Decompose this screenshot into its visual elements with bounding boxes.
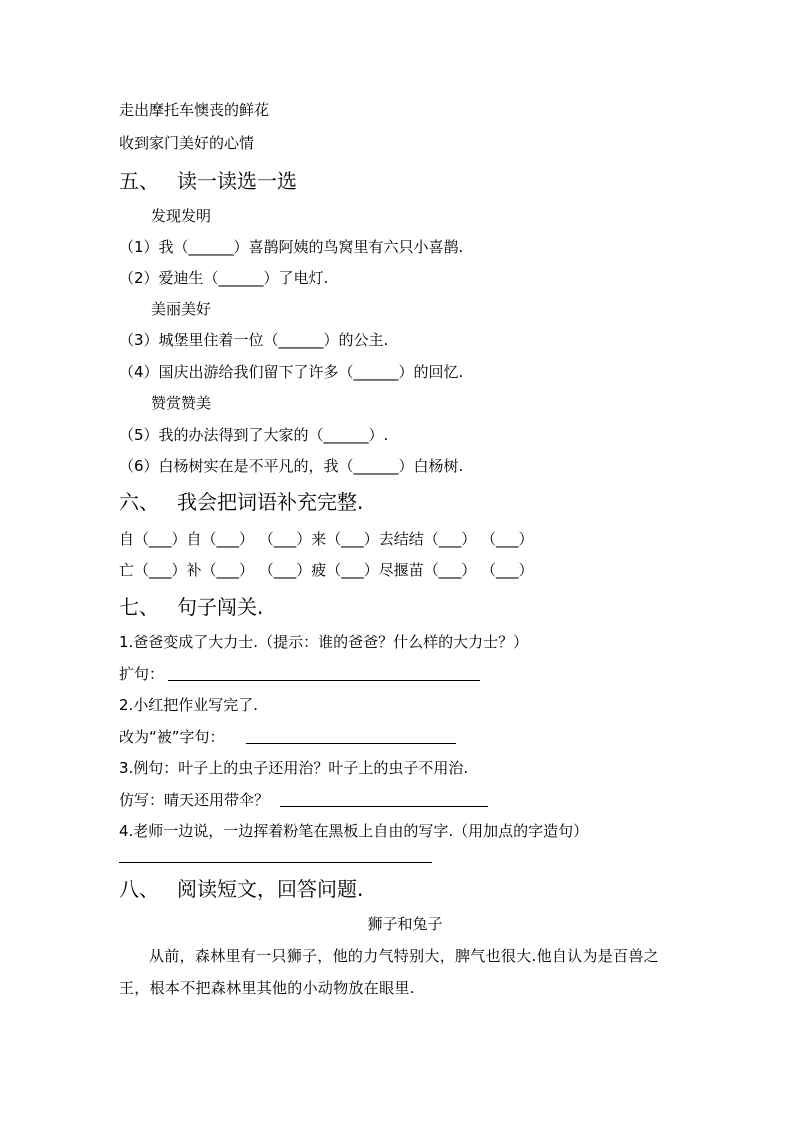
section-number: 八、 (119, 877, 159, 901)
text-line: 走出摩托车懊丧的鲜花 (119, 101, 270, 119)
answer-blank[interactable]: ______ (218, 269, 264, 287)
question-item (119, 456, 463, 476)
section-title: 我会把词语补充完整. (177, 490, 364, 514)
question-suffix: ）喜鹊阿姨的鸟窝里有六只小喜鹊. (233, 238, 464, 256)
section-title: 阅读短文，回答问题. (177, 877, 364, 901)
question-prefix: （5）我的办法得到了大家的（ (119, 426, 324, 444)
section-title: 句子闯关. (177, 595, 264, 619)
question-suffix: ）的回忆. (398, 363, 464, 381)
answer-label: 仿写：晴天还用带伞？ (119, 791, 270, 809)
question-item (119, 237, 463, 257)
answer-blank[interactable]: ______ (353, 457, 399, 475)
story-paragraph: 从前，森林里有一只狮子，他的力气特别大，脾气也很大.他自认为是百兽之王，根本不把森林里其他的小动物放在眼里. (119, 947, 659, 997)
section-heading (119, 168, 297, 194)
word-choices: 美丽美好 (151, 300, 212, 318)
answer-blank[interactable]: ______ (188, 238, 234, 256)
story-title: 狮子和兔子 (367, 915, 443, 933)
section-number: 五、 (119, 169, 159, 193)
question-prefix: （6）白杨树实在是不平凡的，我（ (119, 457, 354, 475)
question-suffix: ）白杨树. (398, 457, 464, 475)
question-text: 4.老师一边说，一边挥着粉笔在黑板上自由的写字.（用加点的字造句） (119, 822, 589, 840)
section-heading (119, 594, 263, 620)
answer-line[interactable] (119, 862, 432, 863)
answer-label: 扩句： (119, 665, 165, 683)
question-prefix: （3）城堡里住着一位（ (119, 331, 279, 349)
answer-line[interactable] (280, 806, 488, 807)
section-heading (119, 876, 363, 902)
question-suffix: ）的公主. (323, 331, 389, 349)
word-choices: 发现发明 (151, 207, 212, 225)
section-number: 七、 (119, 595, 159, 619)
answer-blank[interactable]: ______ (278, 331, 324, 349)
question-prefix: （2）爱迪生（ (119, 269, 219, 287)
answer-line[interactable] (246, 743, 456, 744)
question-item (119, 268, 328, 288)
question-prefix: （1）我（ (119, 238, 189, 256)
section-number: 六、 (119, 490, 159, 514)
section-heading (119, 489, 363, 515)
question-suffix: ）了电灯. (263, 269, 329, 287)
answer-line[interactable] (168, 680, 480, 681)
question-text: 1.爸爸变成了大力士.（提示：谁的爸爸？什么样的大力士？） (119, 633, 529, 651)
idiom-row[interactable]: 自（___）自（___） （___）来（___）去结结（___） （___） (119, 530, 534, 548)
text-line: 收到家门美好的心情 (119, 134, 255, 152)
question-suffix: ）. (368, 426, 389, 444)
question-item (119, 362, 463, 382)
section-title: 读一读选一选 (177, 169, 297, 193)
question-prefix: （4）国庆出游给我们留下了许多（ (119, 363, 354, 381)
question-item (119, 425, 388, 445)
answer-blank[interactable]: ______ (353, 363, 399, 381)
question-text: 2.小红把作业写完了. (119, 696, 259, 714)
word-choices: 赞赏赞美 (151, 394, 212, 412)
question-item (119, 330, 388, 350)
answer-label: 改为“被”字句： (119, 728, 225, 746)
question-text: 3.例句：叶子上的虫子还用治？叶子上的虫子不用治. (119, 759, 469, 777)
answer-blank[interactable]: ______ (323, 426, 369, 444)
idiom-row[interactable]: 亡（___）补（___） （___）疲（___）尽揠苗（___） （___） (119, 561, 534, 579)
